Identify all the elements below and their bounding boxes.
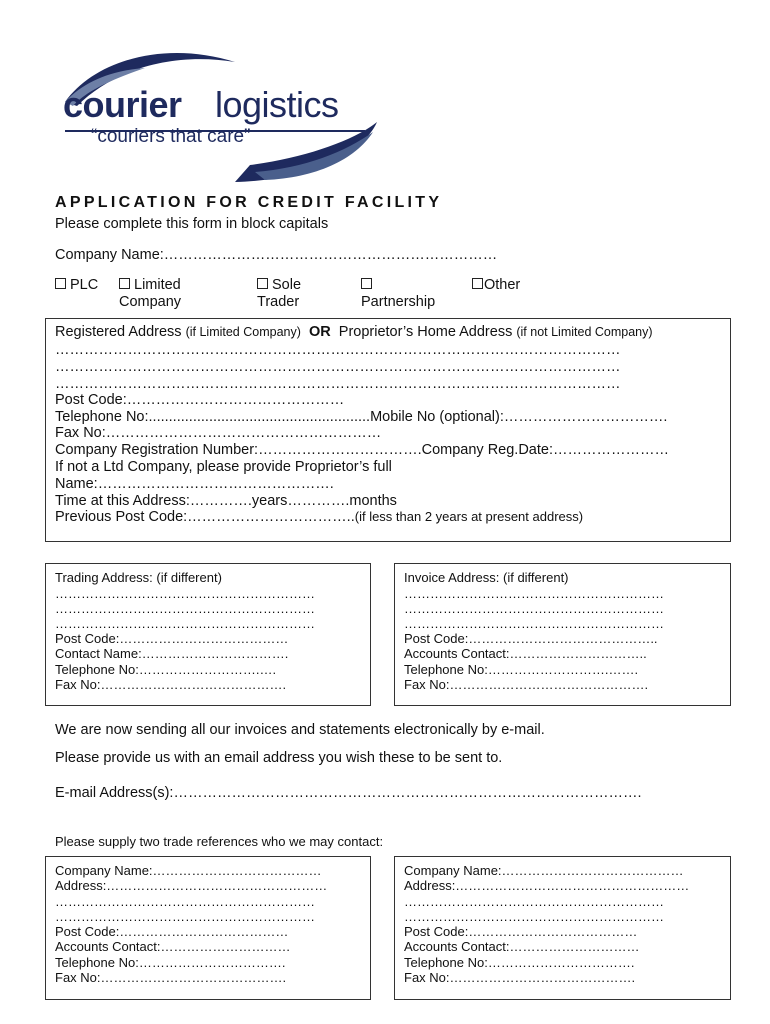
brand-name-light: logistics <box>215 84 339 125</box>
checkbox-icon[interactable] <box>119 278 130 289</box>
limited-label: Limited <box>134 277 181 293</box>
company-type-sole-trader[interactable] <box>257 277 301 311</box>
company-logo <box>55 40 385 190</box>
invoice-accounts-contact-field[interactable]: Accounts Contact:………………………….. <box>404 646 647 661</box>
ref2-address-line-2[interactable]: …………………………………………………… <box>404 894 664 909</box>
ref2-address-field[interactable]: Address:……………………………………………… <box>404 878 690 893</box>
brand-name-bold: courier <box>63 84 182 125</box>
proprietor-address-label: Proprietor’s Home Address <box>338 324 513 340</box>
previous-post-code-field[interactable] <box>55 509 583 525</box>
ref1-address-field[interactable]: Address:…………………………………………… <box>55 878 328 893</box>
ref2-address-line-3[interactable]: …………………………………………………… <box>404 909 664 924</box>
limited-label-2: Company <box>119 294 182 310</box>
email-notice-line-1: We are now sending all our invoices and statements electronically by e-mail. <box>55 722 545 738</box>
company-type-limited[interactable] <box>119 277 181 311</box>
post-code-field[interactable]: Post Code:……………………………………… <box>55 392 345 408</box>
other-label: Other <box>484 277 521 293</box>
fax-field[interactable]: Fax No:………………………………………………… <box>55 425 382 441</box>
trading-fax-field[interactable]: Fax No:……………………………………. <box>55 677 287 692</box>
ref2-fax-field[interactable]: Fax No:……………………………………. <box>404 970 636 985</box>
if-not-limited-note: (if not Limited Company) <box>516 325 653 339</box>
form-instruction: Please complete this form in block capitals <box>55 216 329 232</box>
company-type-partnership[interactable] <box>361 277 435 311</box>
ref1-telephone-field[interactable]: Telephone No:……………………………. <box>55 955 286 970</box>
time-at-address-field[interactable]: Time at this Address:………….years………….months <box>55 493 397 509</box>
email-address-field[interactable]: E-mail Address(s):……………………………………………………………………………………. <box>55 785 642 801</box>
registered-address-line-1[interactable]: ……………………………………………………………………………………………………… <box>55 342 621 358</box>
or-label: OR <box>308 324 331 340</box>
sole-label: Sole <box>272 277 302 293</box>
invoice-address-line-3[interactable]: …………………………………………………… <box>404 616 664 631</box>
trading-contact-name-field[interactable]: Contact Name:……………………………. <box>55 646 289 661</box>
form-title: APPLICATION FOR CREDIT FACILITY <box>55 194 443 211</box>
trading-address-line-3[interactable]: …………………………………………………… <box>55 616 315 631</box>
ref2-post-code-field[interactable]: Post Code:………………………………… <box>404 924 638 939</box>
proprietor-note: If not a Ltd Company, please provide Proprietor’s full <box>55 459 392 475</box>
ref1-fax-field[interactable]: Fax No:……………………………………. <box>55 970 287 985</box>
registered-address-line-3[interactable]: ……………………………………………………………………………………………………… <box>55 376 621 392</box>
partnership-label: Partnership <box>361 294 436 310</box>
brand-tagline: “couriers that care” <box>91 126 251 147</box>
checkbox-icon[interactable] <box>55 278 66 289</box>
checkbox-icon[interactable] <box>257 278 268 289</box>
ref1-post-code-field[interactable]: Post Code:………………………………… <box>55 924 289 939</box>
if-limited-note: (if Limited Company) <box>185 325 301 339</box>
checkbox-icon[interactable] <box>472 278 483 289</box>
trading-address-line-1[interactable]: …………………………………………………… <box>55 586 315 601</box>
trader-label: Trader <box>257 294 300 310</box>
checkbox-icon[interactable] <box>361 278 372 289</box>
previous-post-code-label: Previous Post Code:…………………………….. <box>55 509 355 525</box>
invoice-address-line-1[interactable]: …………………………………………………… <box>404 586 664 601</box>
invoice-telephone-field[interactable]: Telephone No:……………………….……. <box>404 662 639 677</box>
company-name-field[interactable]: Company Name:…………………………………………………………… <box>55 247 498 263</box>
ref2-telephone-field[interactable]: Telephone No:……………………………. <box>404 955 635 970</box>
trade-references-prompt: Please supply two trade references who we may contact: <box>55 834 384 849</box>
plc-label: PLC <box>70 277 99 293</box>
ref2-company-name-field[interactable]: Company Name:…………………………………… <box>404 863 684 878</box>
telephone-mobile-field[interactable]: Telephone No:.......................................................Mobile No (optional):……………………………. <box>55 409 668 425</box>
invoice-address-line-2[interactable]: …………………………………………………… <box>404 601 664 616</box>
previous-post-code-note: (if less than 2 years at present address) <box>354 509 584 524</box>
trading-address-line-2[interactable]: …………………………………………………… <box>55 601 315 616</box>
trading-address-title: Trading Address: (if different) <box>55 570 222 585</box>
registration-number-field[interactable]: Company Registration Number:…………………………….Company Reg.Date:…………………… <box>55 442 669 458</box>
trading-telephone-field[interactable]: Telephone No:……………………….…. <box>55 662 277 677</box>
ref1-accounts-contact-field[interactable]: Accounts Contact:………………………… <box>55 939 291 954</box>
company-type-other[interactable] <box>472 277 520 293</box>
email-notice-line-2: Please provide us with an email address you wish these to be sent to. <box>55 750 503 766</box>
invoice-address-title: Invoice Address: (if different) <box>404 570 569 585</box>
company-type-plc[interactable] <box>55 277 98 293</box>
ref2-accounts-contact-field[interactable]: Accounts Contact:………………………… <box>404 939 640 954</box>
ref1-address-line-3[interactable]: …………………………………………………… <box>55 909 315 924</box>
invoice-fax-field[interactable]: Fax No:………………………………………. <box>404 677 649 692</box>
ref1-company-name-field[interactable]: Company Name:………………………………… <box>55 863 322 878</box>
proprietor-name-field[interactable]: Name:…………………………………………. <box>55 476 334 492</box>
trading-post-code-field[interactable]: Post Code:………………………………… <box>55 631 289 646</box>
registered-address-line-2[interactable]: ……………………………………………………………………………………………………… <box>55 359 621 375</box>
registered-address-heading <box>55 324 653 340</box>
ref1-address-line-2[interactable]: …………………………………………………… <box>55 894 315 909</box>
invoice-post-code-field[interactable]: Post Code:…………………………………….. <box>404 631 658 646</box>
registered-address-label: Registered Address <box>55 324 182 340</box>
